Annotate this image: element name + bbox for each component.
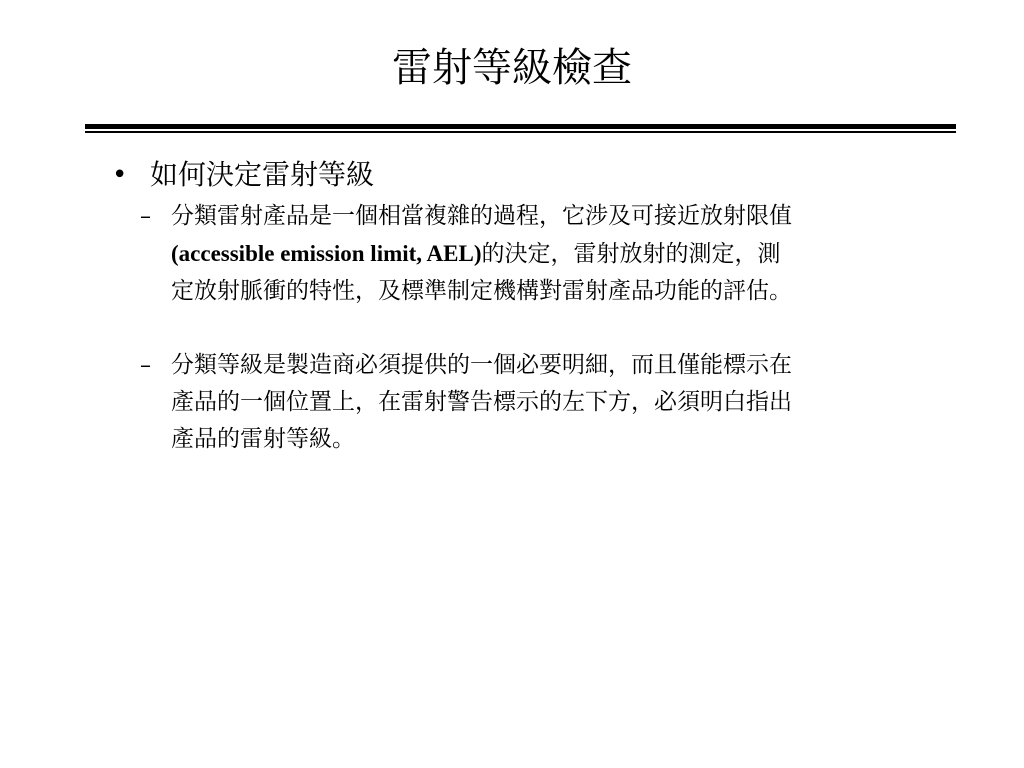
- subpoint-line-rest: 的決定，雷射放射的測定，測: [481, 241, 781, 267]
- title-divider-thin: [85, 131, 956, 133]
- subpoint-marker: –: [140, 204, 151, 229]
- subpoint-marker: –: [140, 353, 151, 378]
- ael-term: (accessible emission limit, AEL): [171, 241, 482, 266]
- subpoint-line: 產品的一個位置上，在雷射警告標示的左下方，必須明白指出: [171, 389, 792, 415]
- subpoint-labeling-requirement: [140, 347, 960, 458]
- slide-title: 雷射等級檢查: [392, 45, 632, 91]
- subpoint-text: [171, 347, 960, 458]
- main-bullet: [86, 155, 374, 195]
- subpoint-classification-process: [140, 198, 960, 310]
- bullet-text: 如何決定雷射等級: [150, 158, 375, 191]
- title-divider-thick: [85, 124, 956, 129]
- subpoint-line: 分類等級是製造商必須提供的一個必要明細，而且僅能標示在: [171, 352, 792, 378]
- subpoint-line: 分類雷射產品是一個相當複雜的過程，它涉及可接近放射限值: [171, 203, 792, 229]
- subpoint-line: [171, 235, 960, 273]
- subpoint-text: [171, 198, 960, 310]
- subpoint-line: 產品的雷射等級。: [171, 426, 355, 452]
- bullet-marker: •: [112, 160, 128, 190]
- subpoint-line: 定放射脈衝的特性，及標準制定機構對雷射產品功能的評估。: [171, 278, 792, 304]
